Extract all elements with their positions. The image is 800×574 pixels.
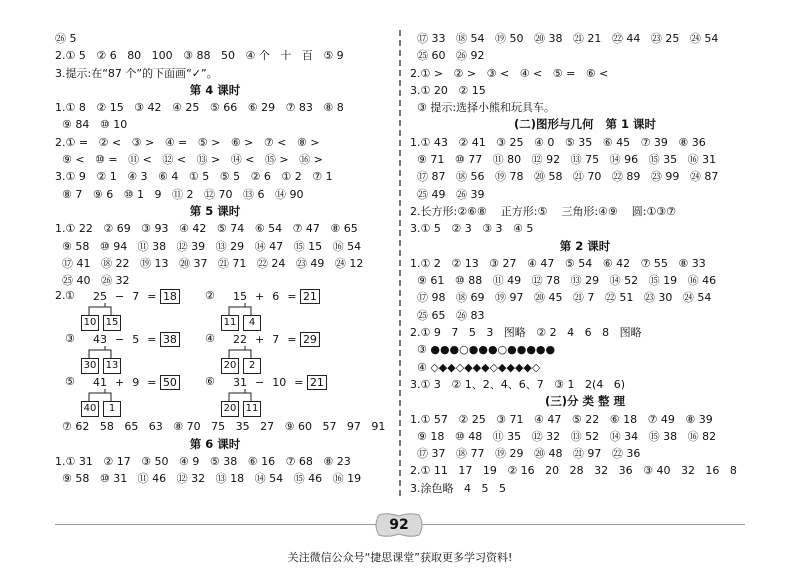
text-line: 2.① 11 17 19 ② 16 20 28 32 36 ③ 40 32 16 8 xyxy=(410,464,737,478)
text-line: ⑨ 58 ⑩ 94 ⑪ 38 ⑫ 39 ⑬ 29 ⑭ 47 ⑮ 15 ⑯ 54 xyxy=(55,239,362,253)
text-line: 3.涂色略 4 5 5 xyxy=(410,481,506,495)
equation-term: 7 xyxy=(132,290,140,304)
text-line: ⑰ 33 ⑱ 54 ⑲ 50 ⑳ 38 ㉑ 21 ㉒ 44 ㉓ 25 ㉔ 54 xyxy=(410,32,719,45)
problem-number: ③ xyxy=(65,332,75,346)
text-line: ③ ●●●○●●●○●●●●● xyxy=(410,343,556,357)
text-line: 1.① 2 ② 13 ③ 27 ④ 47 ⑤ 54 ⑥ 42 ⑦ 55 ⑧ 33 xyxy=(410,256,706,270)
text-line: 1.① 8 ② 15 ③ 42 ④ 25 ⑤ 66 ⑥ 29 ⑦ 83 ⑧ 8 xyxy=(55,101,344,115)
section-heading: 第 2 课时 xyxy=(559,238,611,253)
split-part-box: 10 xyxy=(81,315,99,331)
text-line: ⑰ 41 ⑱ 22 ⑲ 13 ⑳ 37 ㉑ 71 ㉒ 24 ㉓ 49 ㉔ 12 xyxy=(55,256,364,270)
text-line: ⑨ 58 ⑩ 31 ⑪ 46 ⑫ 32 ⑬ 18 ⑭ 54 ⑮ 46 ⑯ 19 xyxy=(55,472,362,486)
section-heading: (三)分 类 整 理 xyxy=(544,394,626,409)
split-part-box: 11 xyxy=(221,315,239,331)
text-line: 3.提示:在“87 个”的下面画“✓”。 xyxy=(55,66,218,80)
text-line: ④ ◇◆◆◇◆◆◆◇◆◆◆◆◇ xyxy=(410,360,541,374)
text-line: ㉕ 40 ㉖ 32 xyxy=(55,274,130,288)
text-line: ⑰ 37 ⑱ 77 ⑲ 29 ⑳ 48 ㉑ 97 ㉒ 36 xyxy=(410,447,641,461)
equation-term: 41 xyxy=(93,376,107,390)
equation-term: 10 xyxy=(272,376,287,390)
problem-number: ② xyxy=(205,289,215,303)
split-part-box: 20 xyxy=(221,358,239,374)
split-part-box: 30 xyxy=(81,358,99,374)
equals-sign: = xyxy=(147,333,160,347)
text-line: 1.① 31 ② 17 ③ 50 ④ 9 ⑤ 38 ⑥ 16 ⑦ 68 ⑧ 23 xyxy=(55,455,351,469)
answer-box: 21 xyxy=(300,289,320,304)
footer-text: 关注微信公众号“捷思课堂”获取更多学习资料! xyxy=(287,551,513,564)
equation-term: 15 xyxy=(233,290,247,304)
equation-term: − xyxy=(255,376,265,390)
split-part-box: 4 xyxy=(243,315,261,331)
answer-box: 29 xyxy=(300,332,320,347)
equals-sign: = xyxy=(287,333,300,347)
equation xyxy=(93,332,180,347)
split-part-box: 15 xyxy=(103,315,121,331)
equation-term: 7 xyxy=(272,333,280,347)
text-line: ③ 提示:选择小熊和玩具车。 xyxy=(410,101,556,115)
section-heading: (二)图形与几何 第 1 课时 xyxy=(513,117,657,132)
answer-box: 50 xyxy=(160,375,180,390)
text-line: ⑨ 84 ⑩ 10 xyxy=(55,118,128,132)
text-line: 1.① 57 ② 25 ③ 71 ④ 47 ⑤ 22 ⑥ 18 ⑦ 49 ⑧ 39 xyxy=(410,412,713,426)
math-row xyxy=(55,289,395,332)
answer-box: 38 xyxy=(160,332,180,347)
text-line: ㉖ 5 xyxy=(55,32,77,45)
text-line: 1.① 22 ② 69 ③ 93 ④ 42 ⑤ 74 ⑥ 54 ⑦ 47 ⑧ 65 xyxy=(55,222,358,236)
text-line: ㉕ 60 ㉖ 92 xyxy=(410,49,485,63)
answer-box: 21 xyxy=(307,375,327,390)
equation-term: − xyxy=(115,290,125,304)
text-line: ⑰ 98 ⑱ 69 ⑲ 97 ⑳ 45 ㉑ 7 ㉒ 51 ㉓ 30 ㉔ 54 xyxy=(410,291,712,305)
equation-term: 9 xyxy=(132,376,140,390)
equation-term: + xyxy=(255,290,265,304)
text-line: ⑦ 62 58 65 63 ⑧ 70 75 35 27 ⑨ 60 57 97 91 xyxy=(55,420,386,434)
text-line: ⑧ 7 ⑨ 6 ⑩ 1 9 ⑪ 2 ⑫ 70 ⑬ 6 ⑭ 90 xyxy=(55,187,304,201)
text-line: 3.① 5 ② 3 ③ 3 ④ 5 xyxy=(410,222,534,236)
equation-term: 43 xyxy=(93,333,107,347)
split-part-box: 40 xyxy=(81,401,99,417)
equals-sign: = xyxy=(287,290,300,304)
problem-number: ④ xyxy=(205,332,215,346)
text-line: 3.① 9 ② 1 ④ 3 ⑥ 4 ① 5 ⑤ 5 ② 6 ① 2 ⑦ 1 xyxy=(55,170,333,184)
split-part-box: 1 xyxy=(103,401,121,417)
problem-number: ⑥ xyxy=(205,375,215,389)
answer-box: 18 xyxy=(160,289,180,304)
split-part-box: 13 xyxy=(103,358,121,374)
equals-sign: = xyxy=(147,376,160,390)
section-heading: 第 6 课时 xyxy=(189,436,241,451)
problem-number: ⑤ xyxy=(65,375,75,389)
equals-sign: = xyxy=(294,376,307,390)
equation xyxy=(233,375,327,390)
equation-term: + xyxy=(255,333,265,347)
left-column xyxy=(55,30,395,488)
page-number: 92 xyxy=(389,517,409,533)
text-line: 3.① 20 ② 15 xyxy=(410,83,486,97)
equation xyxy=(233,289,320,304)
equation xyxy=(233,332,320,347)
text-line: 2.长方形:②⑥⑧ 正方形:⑤ 三角形:④⑨ 圆:①③⑦ xyxy=(410,204,677,218)
text-line: ⑨ 71 ⑩ 77 ⑪ 80 ⑫ 92 ⑬ 75 ⑭ 96 ⑮ 35 ⑯ 31 xyxy=(410,153,717,167)
equation xyxy=(93,289,180,304)
math-row xyxy=(55,332,395,375)
equation-term: 31 xyxy=(233,376,247,390)
text-line: ㉕ 49 ㉖ 39 xyxy=(410,187,485,201)
equation-term: 6 xyxy=(272,290,280,304)
text-line: ㉕ 65 ㉖ 83 xyxy=(410,308,485,322)
equation xyxy=(93,375,180,390)
section-heading: 第 5 课时 xyxy=(189,203,241,218)
equation-term: 22 xyxy=(233,333,247,347)
text-line: ⑰ 87 ⑱ 56 ⑲ 78 ⑳ 58 ㉑ 70 ㉒ 89 ㉓ 99 ㉔ 87 xyxy=(410,170,719,184)
section-heading: 第 4 课时 xyxy=(189,82,241,97)
text-line: 2.① = ② < ③ > ④ = ⑤ > ⑥ > ⑦ < ⑧ > xyxy=(55,135,320,149)
text-line: ⑨ 61 ⑩ 88 ⑪ 49 ⑫ 78 ⑬ 29 ⑭ 52 ⑮ 19 ⑯ 46 xyxy=(410,274,717,288)
split-part-box: 11 xyxy=(243,401,261,417)
text-line: ⑨ 18 ⑩ 48 ⑪ 35 ⑫ 32 ⑬ 52 ⑭ 34 ⑮ 38 ⑯ 82 xyxy=(410,429,717,443)
equation-term: + xyxy=(115,376,125,390)
text-line: ⑨ < ⑩ = ⑪ < ⑫ < ⑬ > ⑭ < ⑮ > ⑯ > xyxy=(55,153,323,167)
equation-term: 25 xyxy=(93,290,107,304)
column-divider xyxy=(399,30,401,496)
problem-number: ① xyxy=(65,289,75,303)
text-line: 2.① 5 ② 6 80 100 ③ 88 50 ④ 个 十 百 ⑤ 9 xyxy=(55,49,344,63)
equation-term: 5 xyxy=(132,333,140,347)
text-line: 2.① > ② > ③ < ④ < ⑤ = ⑥ < xyxy=(410,66,609,80)
text-line: 3.① 3 ② 1、2、4、6、7 ③ 1 2(4 6) xyxy=(410,377,626,391)
text-line: 2.① 9 7 5 3 图略 ② 2 4 6 8 图略 xyxy=(410,326,642,340)
text-line: 1.① 43 ② 41 ③ 25 ④ 0 ⑤ 35 ⑥ 45 ⑦ 39 ⑧ 36 xyxy=(410,135,706,149)
split-math-block xyxy=(55,289,395,418)
split-part-box: 2 xyxy=(243,358,261,374)
split-part-box: 20 xyxy=(221,401,239,417)
equals-sign: = xyxy=(147,290,160,304)
equation-term: − xyxy=(115,333,125,347)
page-number-badge xyxy=(373,513,425,537)
question-label: 2. xyxy=(55,289,66,303)
right-column xyxy=(410,30,760,497)
math-row xyxy=(55,375,395,418)
